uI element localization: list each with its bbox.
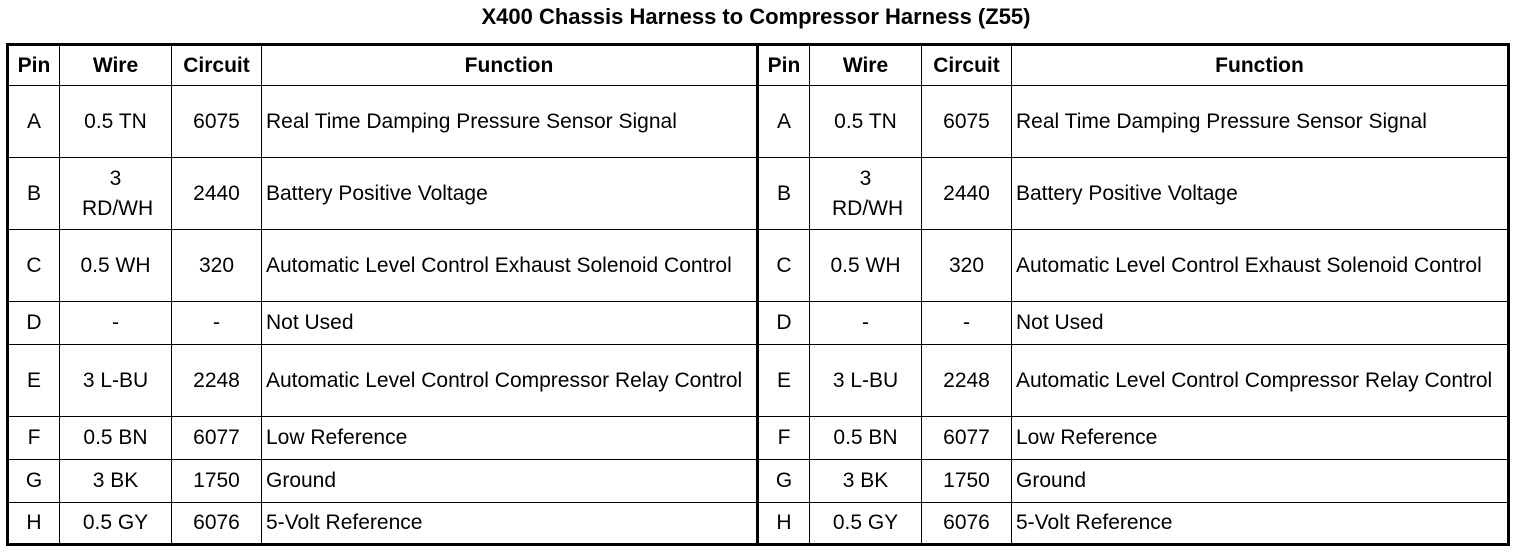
wire-cell: 0.5 WH xyxy=(810,230,922,302)
pin-cell: D xyxy=(8,302,60,345)
pin-cell: F xyxy=(8,417,60,460)
pin-cell: B xyxy=(8,158,60,230)
function-cell: Low Reference xyxy=(1012,417,1509,460)
table-row xyxy=(8,460,1509,503)
function-cell: Low Reference xyxy=(262,417,758,460)
table-row xyxy=(8,503,1509,545)
wire-cell: 3 RD/WH xyxy=(60,158,172,230)
function-cell: Automatic Level Control Compressor Relay Control xyxy=(1012,345,1509,417)
table-row xyxy=(8,345,1509,417)
pin-cell: A xyxy=(8,86,60,158)
table-title: X400 Chassis Harness to Compressor Harness (Z55) xyxy=(481,4,1031,29)
circuit-cell: 320 xyxy=(922,230,1012,302)
circuit-cell: 1750 xyxy=(172,460,262,503)
table-row xyxy=(8,302,1509,345)
header-wire: Wire xyxy=(60,45,172,86)
wire-cell: 0.5 GY xyxy=(60,503,172,545)
wire-cell: 3 L-BU xyxy=(60,345,172,417)
pin-cell: C xyxy=(8,230,60,302)
table-row xyxy=(8,417,1509,460)
function-cell: Real Time Damping Pressure Sensor Signal xyxy=(1012,86,1509,158)
pin-cell: F xyxy=(758,417,810,460)
pin-cell: H xyxy=(8,503,60,545)
pin-cell: H xyxy=(758,503,810,545)
pin-cell: A xyxy=(758,86,810,158)
circuit-cell: 320 xyxy=(172,230,262,302)
function-cell: Not Used xyxy=(1012,302,1509,345)
circuit-cell: 2440 xyxy=(922,158,1012,230)
connector-table xyxy=(6,43,1510,546)
function-cell: Automatic Level Control Compressor Relay Control xyxy=(262,345,758,417)
function-cell: Real Time Damping Pressure Sensor Signal xyxy=(262,86,758,158)
wire-cell: 3 L-BU xyxy=(810,345,922,417)
header-pin: Pin xyxy=(8,45,60,86)
pin-cell: G xyxy=(8,460,60,503)
circuit-cell: 6075 xyxy=(172,86,262,158)
circuit-cell: 2248 xyxy=(922,345,1012,417)
circuit-cell: 1750 xyxy=(922,460,1012,503)
wire-cell: - xyxy=(60,302,172,345)
wire-cell: 0.5 GY xyxy=(810,503,922,545)
function-cell: Automatic Level Control Exhaust Solenoid Control xyxy=(1012,230,1509,302)
circuit-cell: 6075 xyxy=(922,86,1012,158)
function-cell: 5-Volt Reference xyxy=(262,503,758,545)
pin-cell: C xyxy=(758,230,810,302)
wire-cell: 0.5 BN xyxy=(60,417,172,460)
table-row xyxy=(8,86,1509,158)
header-circuit: Circuit xyxy=(922,45,1012,86)
wire-cell: 3 BK xyxy=(810,460,922,503)
wire-cell: 0.5 BN xyxy=(810,417,922,460)
function-cell: Battery Positive Voltage xyxy=(262,158,758,230)
header-circuit: Circuit xyxy=(172,45,262,86)
wire-cell: 3 BK xyxy=(60,460,172,503)
function-cell: Not Used xyxy=(262,302,758,345)
circuit-cell: - xyxy=(172,302,262,345)
wire-cell: 0.5 TN xyxy=(810,86,922,158)
function-cell: Automatic Level Control Exhaust Solenoid Control xyxy=(262,230,758,302)
circuit-cell: 6076 xyxy=(922,503,1012,545)
header-wire: Wire xyxy=(810,45,922,86)
function-cell: Ground xyxy=(262,460,758,503)
circuit-cell: 6077 xyxy=(172,417,262,460)
circuit-cell: 2248 xyxy=(172,345,262,417)
circuit-cell: 6076 xyxy=(172,503,262,545)
circuit-cell: 6077 xyxy=(922,417,1012,460)
pin-cell: B xyxy=(758,158,810,230)
header-function: Function xyxy=(1012,45,1509,86)
pin-cell: E xyxy=(758,345,810,417)
function-cell: 5-Volt Reference xyxy=(1012,503,1509,545)
header-pin: Pin xyxy=(758,45,810,86)
table-row xyxy=(8,230,1509,302)
pin-cell: E xyxy=(8,345,60,417)
pin-cell: D xyxy=(758,302,810,345)
circuit-cell: 2440 xyxy=(172,158,262,230)
function-cell: Ground xyxy=(1012,460,1509,503)
wire-cell: - xyxy=(810,302,922,345)
function-cell: Battery Positive Voltage xyxy=(1012,158,1509,230)
circuit-cell: - xyxy=(922,302,1012,345)
wire-cell: 0.5 WH xyxy=(60,230,172,302)
header-function: Function xyxy=(262,45,758,86)
table-row xyxy=(8,158,1509,230)
pin-cell: G xyxy=(758,460,810,503)
wire-cell: 3 RD/WH xyxy=(810,158,922,230)
header-row xyxy=(8,45,1509,86)
wire-cell: 0.5 TN xyxy=(60,86,172,158)
